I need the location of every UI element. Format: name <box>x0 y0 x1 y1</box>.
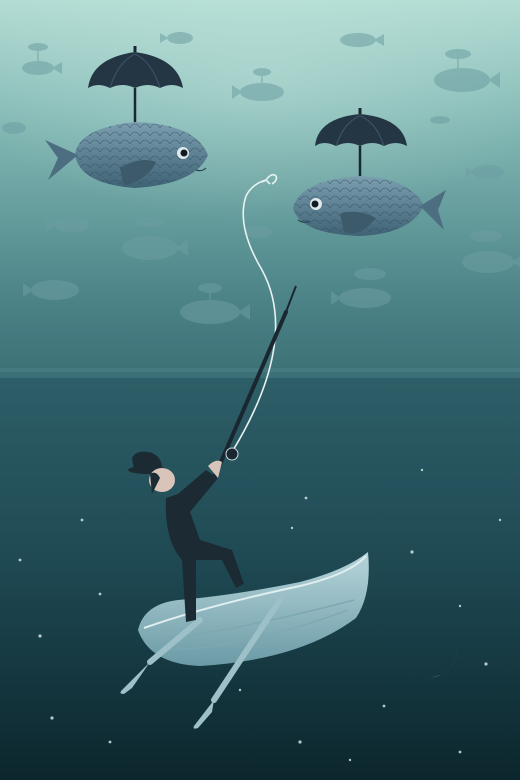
sky-glow <box>0 0 520 220</box>
fishing-reel <box>226 448 238 460</box>
sea-background <box>0 372 520 780</box>
